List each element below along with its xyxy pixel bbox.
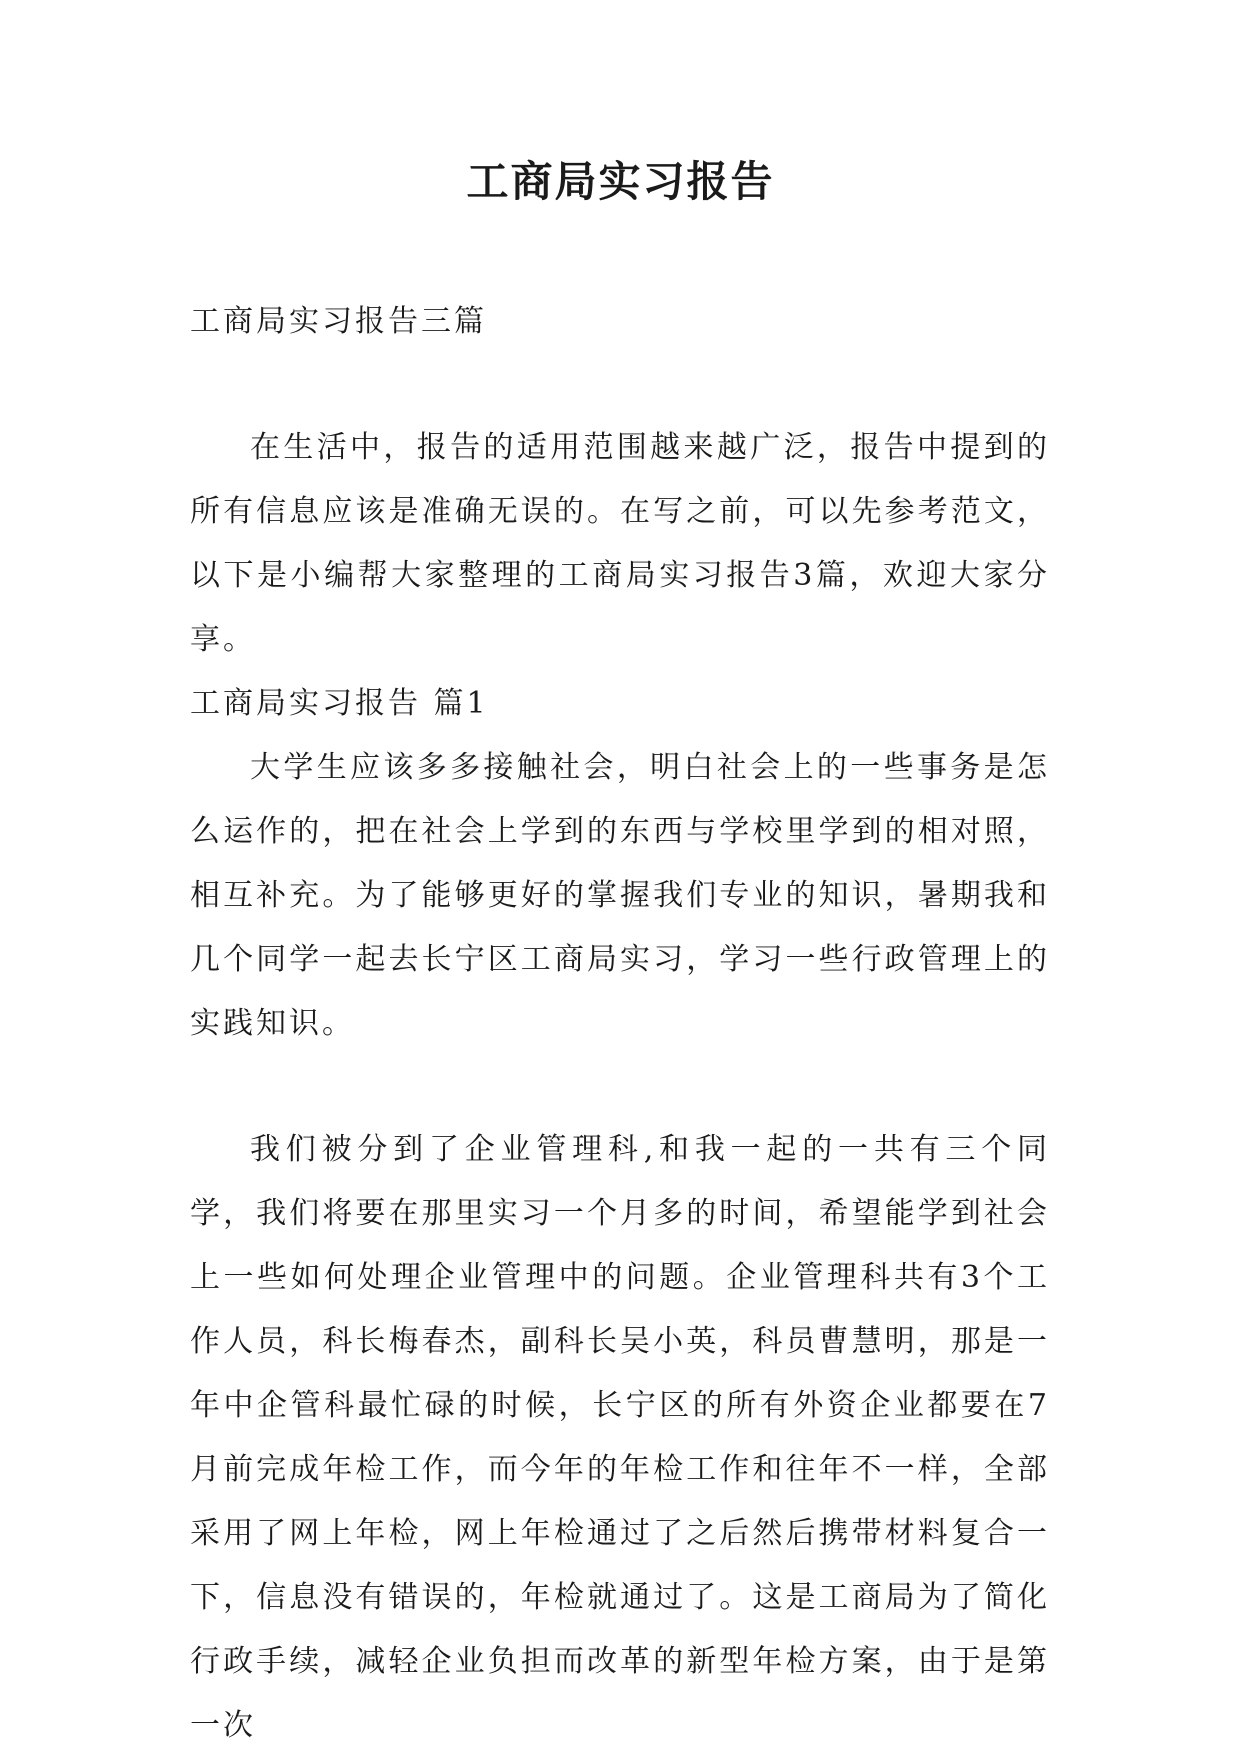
section-heading: 工商局实习报告 篇1 <box>190 686 489 721</box>
document-body <box>190 290 1050 1758</box>
document-subtitle: 工商局实习报告三篇 <box>190 304 487 339</box>
spacer <box>190 1056 1050 1118</box>
spacer <box>190 354 1050 416</box>
document-title: 工商局实习报告 <box>466 157 775 206</box>
body-paragraph: 大学生应该多多接触社会，明白社会上的一些事务是怎么运作的，把在社会上学到的东西与学校里学到的相对照，相互补充。为了能够更好的掌握我们专业的知识，暑期我和几个同学一起去长宁区工商局实习，学习一些行政管理上的实践知识。 <box>190 750 1050 1041</box>
intro-paragraph: 在生活中，报告的适用范围越来越广泛，报告中提到的所有信息应该是准确无误的。在写之前，可以先参考范文，以下是小编帮大家整理的工商局实习报告3篇，欢迎大家分享。 <box>190 430 1050 657</box>
body-paragraph: 我们被分到了企业管理科,和我一起的一共有三个同学，我们将要在那里实习一个月多的时间，希望能学到社会上一些如何处理企业管理中的问题。企业管理科共有3个工作人员，科长梅春杰，副科长吴小英，科员曹慧明，那是一年中企管科最忙碌的时候，长宁区的所有外资企业都要在7月前完成年检工作，而今年的年检工作和往年不一样，全部采用了网上年检，网上年检通过了之后然后携带材料复合一下，信息没有错误的，年检就通过了。这是工商局为了简化行政手续，减轻企业负担而改革的新型年检方案，由于是第一次 <box>190 1132 1050 1743</box>
